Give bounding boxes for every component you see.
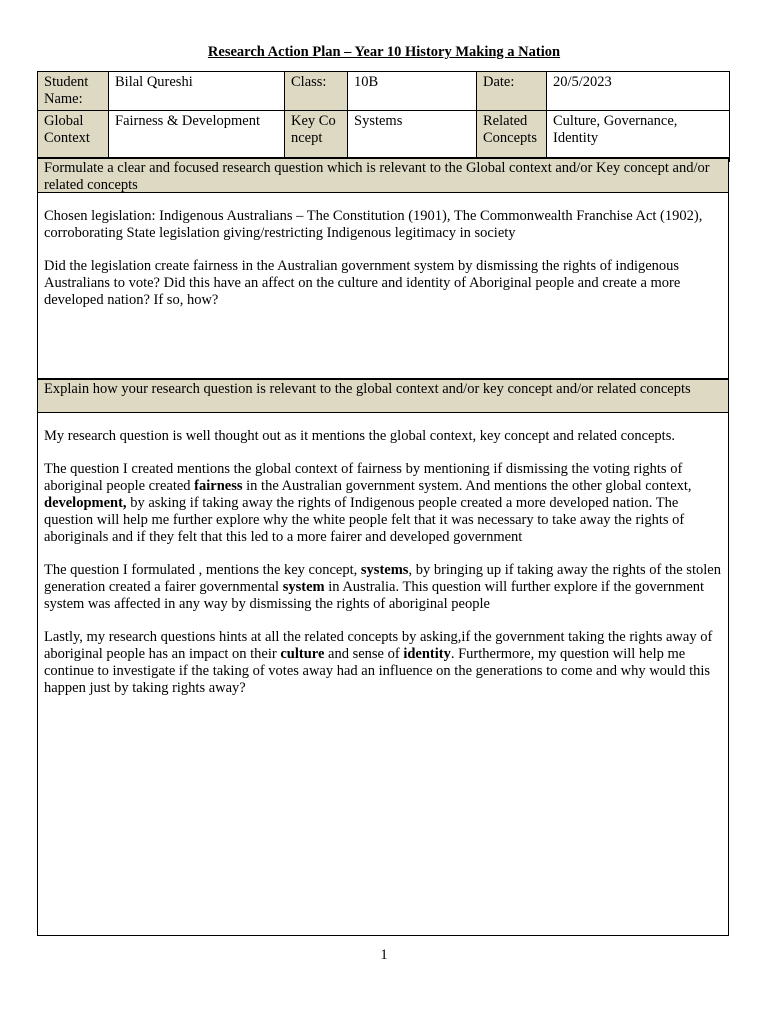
global-context-label: Global Context xyxy=(38,111,109,162)
header-table xyxy=(37,71,730,162)
section2-paragraph-4 xyxy=(44,629,722,697)
page-number: 1 xyxy=(380,947,388,963)
section1-heading: Formulate a clear and focused research question which is relevant to the Global context and/or Key concept and/or related concepts xyxy=(37,157,729,193)
date-value: 20/5/2023 xyxy=(547,72,730,111)
bold-term-culture: culture xyxy=(280,646,325,662)
bold-term-system: system xyxy=(282,579,325,595)
date-label: Date: xyxy=(477,72,547,111)
section1-paragraph-2: Did the legislation create fairness in the Australian government system by dismissing the rights of indigenous Australians to vote? Did this have an affect on the culture and identity of Aboriginal people and create a more developed nation? If so, how? xyxy=(44,258,681,308)
bold-term-fairness: fairness xyxy=(194,478,243,494)
section1-paragraph-1: Chosen legislation: Indigenous Australians – The Constitution (1901), The Commonwealth Franchise Act (1902), corroborating State legislation giving/restricting Indigenous legitimacy in society xyxy=(44,208,703,241)
text-run: , by bringing up if taking away the rights of the stolen generation created a fairer governmental xyxy=(44,562,721,595)
text-run: in the Australian government system. And mentions the other global context, xyxy=(242,478,692,494)
text-run: . Furthermore, my question will help me continue to investigate if the taking of votes away had an influence on the generations to come and why would this happen just by taking rights away? xyxy=(44,646,711,696)
related-concepts-label: Related Concepts xyxy=(477,111,547,162)
document-title: Research Action Plan – Year 10 History Making a Nation xyxy=(207,44,561,60)
text-run: and sense of xyxy=(324,646,404,662)
section2-body xyxy=(37,413,729,936)
student-name-value: Bilal Qureshi xyxy=(109,72,285,111)
student-name-label: Student Name: xyxy=(38,72,109,111)
bold-term-systems: systems xyxy=(360,562,409,578)
bold-term-identity: identity xyxy=(403,646,451,662)
bold-term-development: development, xyxy=(44,495,127,511)
global-context-value: Fairness & Development xyxy=(109,111,285,162)
section2-heading: Explain how your research question is relevant to the global context and/or key concept and/or related concepts xyxy=(37,378,729,413)
section1-body xyxy=(37,193,729,378)
text-run: in Australia. This question will further explore if the government system was affected in any way by dismissing the rights of aboriginal people xyxy=(44,579,705,612)
header-row-2 xyxy=(38,111,730,162)
section2-paragraph-3 xyxy=(44,562,722,613)
key-concept-value: Systems xyxy=(348,111,477,162)
text-run: The question I formulated , mentions the key concept, xyxy=(44,562,361,578)
class-label: Class: xyxy=(285,72,348,111)
class-value: 10B xyxy=(348,72,477,111)
section2-paragraph-2 xyxy=(44,461,722,546)
header-row-1 xyxy=(38,72,730,111)
key-concept-label: Key Concept xyxy=(285,111,348,162)
related-concepts-value: Culture, Governance, Identity xyxy=(547,111,730,162)
text-run: by asking if taking away the rights of Indigenous people created a more developed nation. The question will help me further explore why the white people felt that it was necessary to take away the rights of aboriginals and if they felt that this led to a more fairer and developed government xyxy=(44,495,685,545)
section2-paragraph-1: My research question is well thought out as it mentions the global context, key concept and related concepts. xyxy=(44,428,675,444)
text-run: The question I created mentions the global context of fairness by mentioning if dismissing the voting rights of aboriginal people created xyxy=(44,461,683,494)
text-run: Lastly, my research questions hints at all the related concepts by asking,if the government taking the rights away of aboriginal people has an impact on their xyxy=(44,629,713,662)
